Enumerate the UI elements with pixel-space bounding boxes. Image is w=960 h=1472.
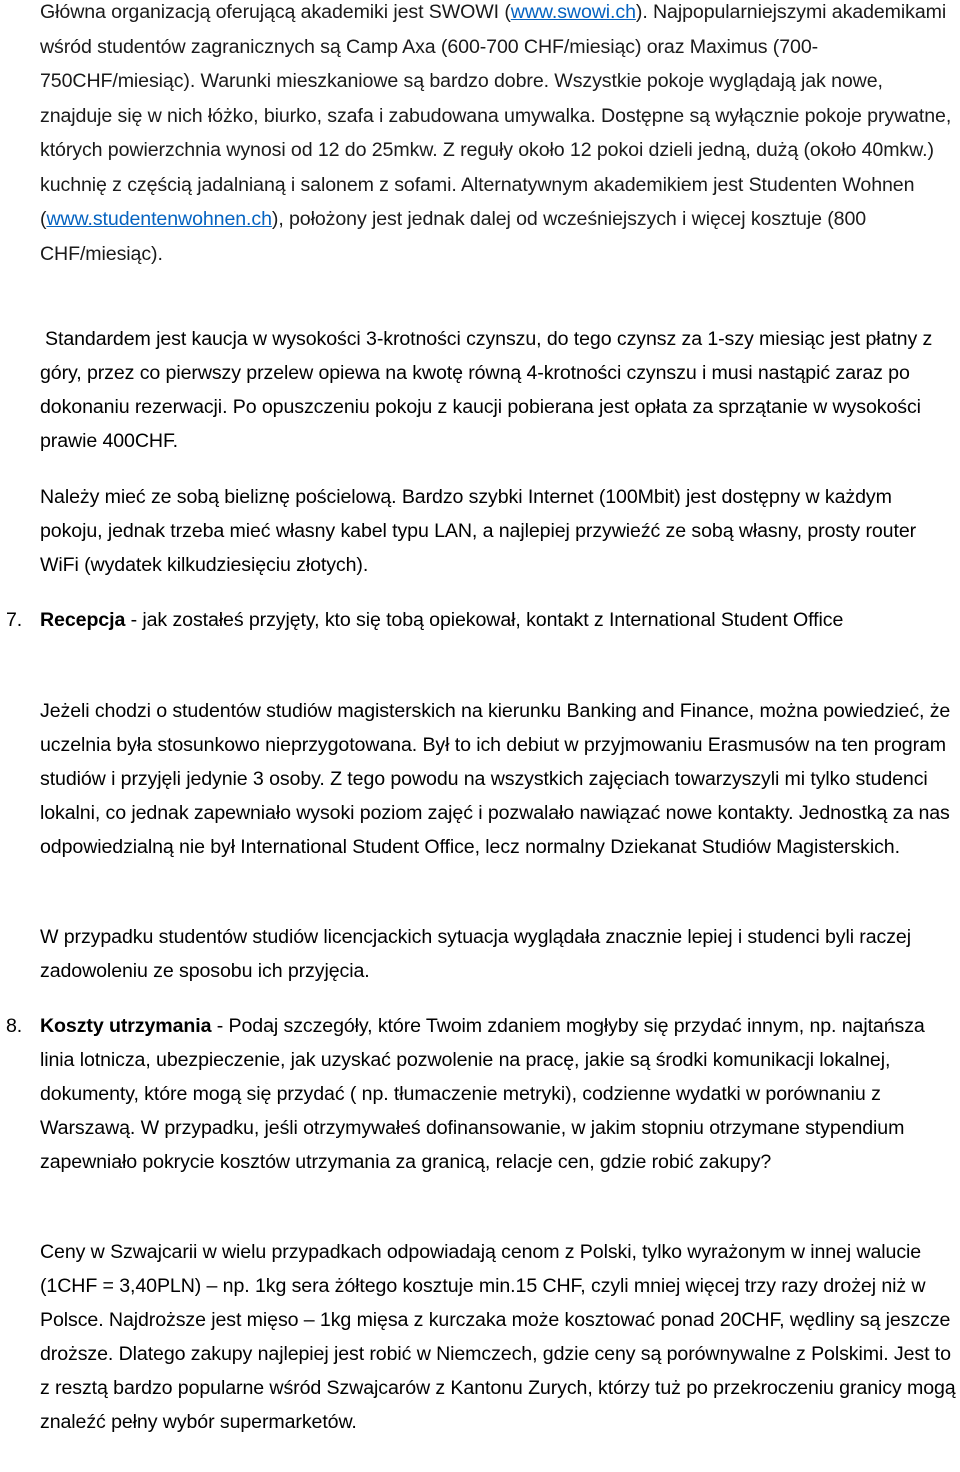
list-number-7: 7. bbox=[6, 609, 23, 631]
studentenwohnen-link[interactable]: www.studentenwohnen.ch bbox=[46, 208, 272, 230]
section-title-living-costs: Koszty utrzymania bbox=[40, 1015, 212, 1037]
intro-text-2: ). Najpopularniejszymi akademikami wśród studentów zagranicznych są Camp Axa (600-700 CHF/miesiąc) oraz Maximus (700-750CHF/miesiąc). Warunki mieszkaniowe są bardzo dobre. Wszystkie pokoje wyglądają jak nowe, znajduje się w nich łóżko, biurko, szafa i zabudowana umywalka. Dostępne są wyłącznie pokoje prywatne, których powierzchnia wynosi od 12 do 25mkw. Z reguły około 12 pokoi dzieli jedną, dużą (około 40mkw.) kuchnię z częścią jadalnianą i salonem z sofami. Alternatywnym akademikiem jest Studenten Wohnen ( bbox=[40, 1, 952, 230]
bedding-paragraph: Należy mieć ze sobą bieliznę pościelową. Bardzo szybki Internet (100Mbit) jest dostępny w każdym pokoju, jednak trzeba mieć własny kabel typu LAN, a najlepiej przywieźć ze sobą własny, prosty router WiFi (wydatek kilkudziesięciu złotych). bbox=[40, 486, 917, 576]
intro-text-1: Główna organizacją oferującą akademiki jest SWOWI ( bbox=[40, 1, 511, 23]
section-prompt-reception: - jak zostałeś przyjęty, kto się tobą opiekował, kontakt z International Student Office bbox=[125, 609, 844, 631]
deposit-paragraph: Standardem jest kaucja w wysokości 3-krotności czynszu, do tego czynsz za 1-szy miesiąc jest płatny z góry, przez co pierwszy przelew opiewa na kwotę równą 4-krotności czynszu i musi nastąpić zaraz po dokonaniu rezerwacji. Po opuszczeniu pokoju z kaucji pobierana jest opłata za sprzątanie w wysokości prawie 400CHF. bbox=[40, 328, 933, 452]
prices-paragraph: Ceny w Szwajcarii w wielu przypadkach odpowiadają cenom z Polski, tylko wyrażonym w innej walucie (1CHF = 3,40PLN) – np. 1kg sera żółtego kosztuje min.15 CHF, czyli mniej więcej trzy razy drożej niż w Polsce. Najdroższe jest mięso – 1kg mięsa z kurczaka może kosztować ponad 20CHF, wędliny są jeszcze droższe. Dlatego zakupy najlepiej jest robić w Niemczech, gdzie ceny są porównywalne z Polskimi. Jest to z resztą bardzo popularne wśród Szwajcarów z Kantonu Zurych, którzy tuż po przekroczeniu granicy mogą znaleźć pełny wybór supermarketów. bbox=[40, 1241, 956, 1433]
section-prompt-living-costs: - Podaj szczegóły, które Twoim zdaniem mogłyby się przydać innym, np. najtańsza linia lotnicza, ubezpieczenie, jak uzyskać pozwolenie na pracę, jakie są środki komunikacji lokalnej, dokumenty, które mogą się przydać ( np. tłumaczenie metryki), codzienne wydatki w porównaniu z Warszawą. W przypadku, jeśli otrzymywałeś dofinansowanie, w jakim stopniu otrzymane stypendium zapewniało pokrycie kosztów utrzymania za granicą, relacje cen, gdzie robić zakupy? bbox=[40, 1015, 925, 1173]
list-item-7 bbox=[6, 603, 920, 637]
list-number-8: 8. bbox=[6, 1015, 23, 1037]
masters-paragraph: Jeżeli chodzi o studentów studiów magisterskich na kierunku Banking and Finance, można powiedzieć, że uczelnia była stosunkowo nieprzygotowana. Był to ich debiut w przyjmowaniu Erasmusów na ten program studiów i przyjęli jedynie 3 osoby. Z tego powodu na wszystkich zajęciach towarzyszyli mi tylko studenci lokalni, co jednak zapewniało wysoki poziom zajęć i pozwalało nawiązać nowe kontakty. Jednostką za nas odpowiedzialną nie był International Student Office, lecz normalny Dziekanat Studiów Magisterskich. bbox=[40, 700, 951, 858]
intro-paragraph bbox=[40, 0, 958, 271]
swowi-link[interactable]: www.swowi.ch bbox=[510, 1, 636, 23]
section-title-reception: Recepcja bbox=[40, 609, 126, 631]
list-item-8 bbox=[6, 1009, 945, 1179]
intro-text-3: ), położony jest jednak dalej od wcześniejszych i więcej kosztuje (800 CHF/miesiąc). bbox=[40, 208, 867, 265]
bachelors-paragraph: W przypadku studentów studiów licencjackich sytuacja wyglądała znacznie lepiej i studenci byli raczej zadowoleniu ze sposobu ich przyjęcia. bbox=[40, 926, 911, 982]
